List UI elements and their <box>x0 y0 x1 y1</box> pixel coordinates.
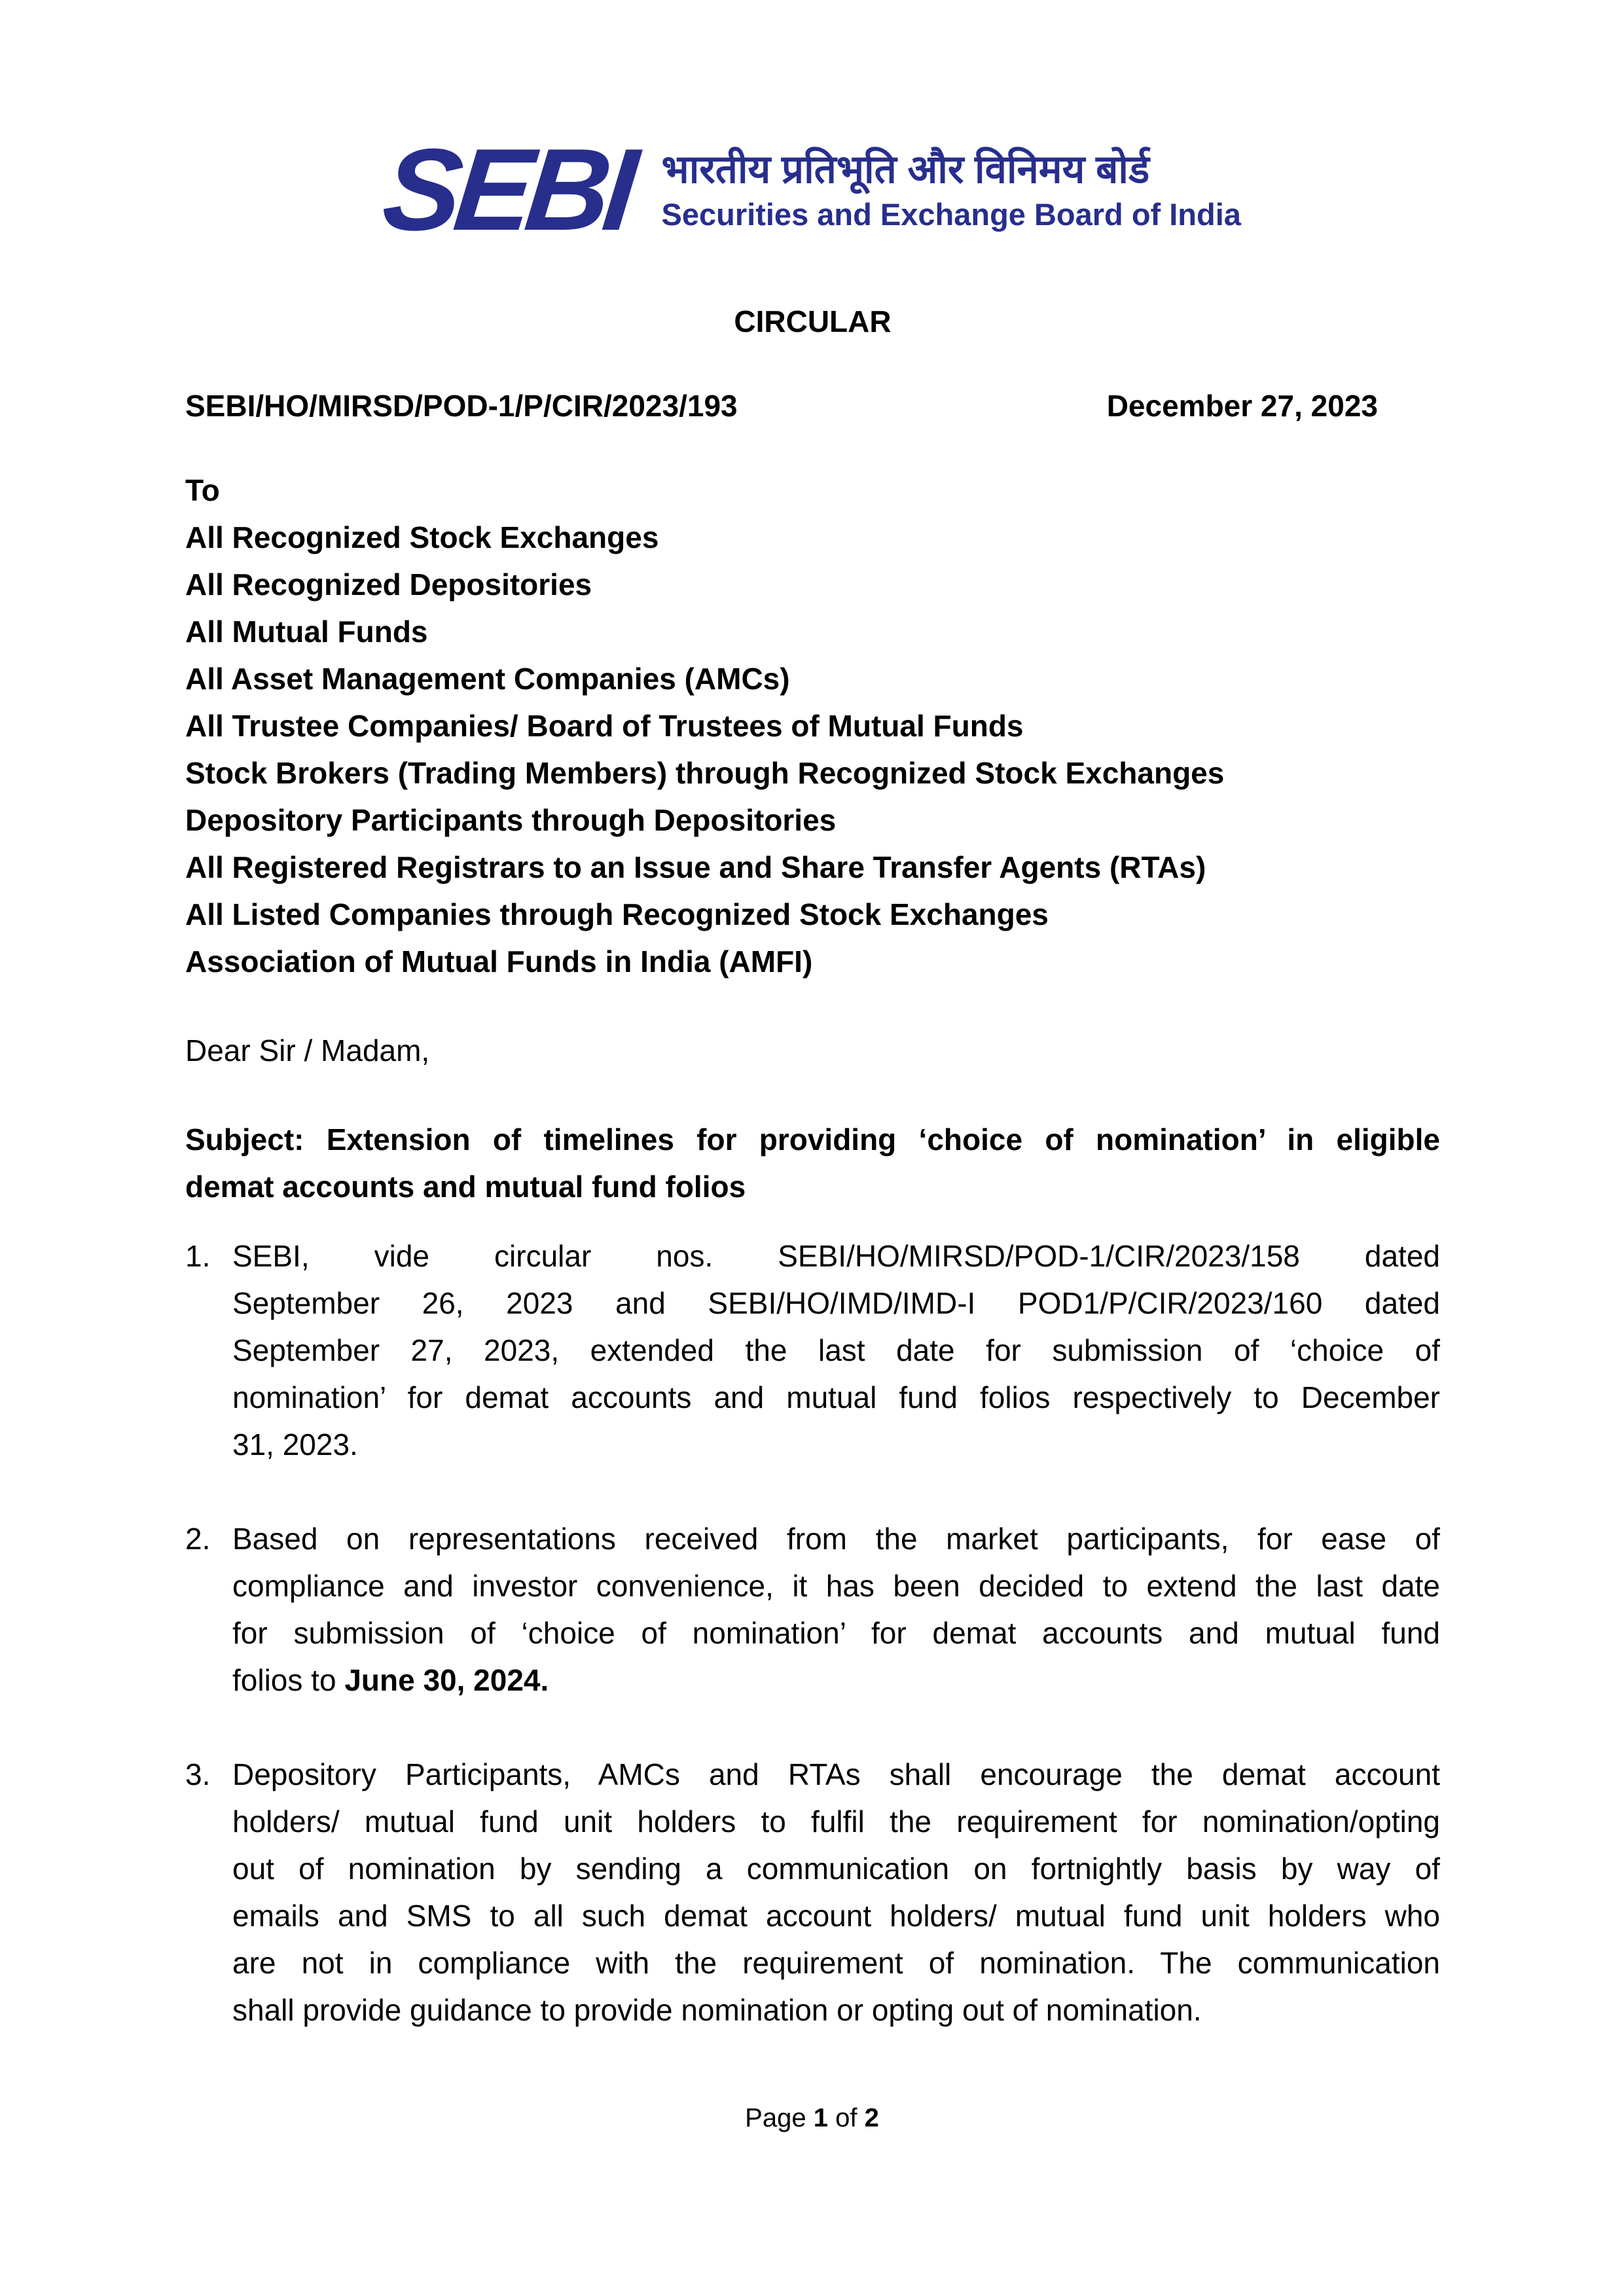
paragraph-number: 2. <box>185 1522 211 1556</box>
footer-page-number: 1 <box>813 2104 828 2132</box>
recipient-lines <box>185 514 1440 985</box>
subject-text-line: Subject: Extension of timelines for providing ‘choice of nomination’ in eligible <box>185 1122 1440 1157</box>
paragraph-text-line: emails and SMS to all such demat account holders/ mutual fund unit holders who <box>232 1899 1440 1933</box>
paragraph-text-line: compliance and investor convenience, it has been decided to extend the last date <box>232 1569 1440 1603</box>
paragraph-text-line: holders/ mutual fund unit holders to fulfil the requirement for nomination/opting <box>232 1804 1440 1839</box>
recipient-line: Stock Brokers (Trading Members) through Recognized Stock Exchanges <box>185 756 1225 790</box>
paragraph-text <box>232 1751 1440 2034</box>
footer-page-label: Page <box>745 2104 806 2132</box>
subject-text-line: demat accounts and mutual fund folios <box>185 1170 746 1204</box>
recipient-list <box>185 467 1440 985</box>
paragraph-text-line: out of nomination by sending a communication on fortnightly basis by way of <box>232 1852 1440 1886</box>
paragraph-text <box>232 1515 1440 1704</box>
paragraph-number: 1. <box>185 1239 211 1273</box>
circular-reference-number: SEBI/HO/MIRSD/POD-1/P/CIR/2023/193 <box>185 389 738 423</box>
logo-english-text: Securities and Exchange Board of India <box>661 197 1241 232</box>
recipient-line: All Asset Management Companies (AMCs) <box>185 662 790 696</box>
recipient-line: All Mutual Funds <box>185 615 428 649</box>
paragraph-text-line: 31, 2023. <box>232 1427 358 1462</box>
logo-hindi-text: भारतीय प्रतिभूति और विनिमय बोर्ड <box>661 147 1150 192</box>
numbered-paragraph <box>185 1515 1440 1704</box>
sebi-logo-text <box>662 147 1241 232</box>
paragraph-text-line: September 27, 2023, extended the last date for submission of ‘choice of <box>232 1333 1440 1367</box>
paragraph-text-line: folios to June 30, 2024. <box>232 1663 549 1697</box>
greeting: Dear Sir / Madam, <box>185 1033 430 1067</box>
reference-row <box>185 382 1440 429</box>
sebi-logo <box>185 124 1440 255</box>
recipient-line: All Registered Registrars to an Issue and Share Transfer Agents (RTAs) <box>185 850 1206 884</box>
circular-date: December 27, 2023 <box>1106 389 1378 423</box>
document-type-heading: CIRCULAR <box>734 304 892 338</box>
numbered-paragraph <box>185 1751 1440 2034</box>
paragraph-text-line: nomination’ for demat accounts and mutual fund folios respectively to December <box>232 1380 1440 1414</box>
recipient-line: All Trustee Companies/ Board of Trustees of Mutual Funds <box>185 709 1024 743</box>
page-footer <box>0 2102 1624 2134</box>
recipients-heading: To <box>185 473 220 507</box>
paragraph-text-line: for submission of ‘choice of nomination’ for demat accounts and mutual fund <box>232 1616 1440 1650</box>
paragraph-text-line: Depository Participants, AMCs and RTAs shall encourage the demat account <box>232 1757 1440 1791</box>
paragraph-text <box>232 1232 1440 1468</box>
paragraph-text-line: shall provide guidance to provide nomination or opting out of nomination. <box>232 1993 1202 2027</box>
paragraph-text-line: Based on representations received from the market participants, for ease of <box>232 1522 1440 1556</box>
footer-total-pages: 2 <box>864 2104 879 2132</box>
footer-of-label: of <box>835 2104 857 2132</box>
body-paragraphs <box>185 1232 1440 2034</box>
numbered-paragraph <box>185 1232 1440 1468</box>
subject-line <box>185 1116 1440 1210</box>
recipient-line: Depository Participants through Depositories <box>185 803 837 837</box>
paragraph-text-line: SEBI, vide circular nos. SEBI/HO/MIRSD/POD-1/CIR/2023/158 dated <box>232 1239 1440 1273</box>
sebi-logo-mark: SEBI <box>377 124 638 255</box>
recipient-line: All Recognized Stock Exchanges <box>185 520 659 554</box>
recipient-line: Association of Mutual Funds in India (AMFI) <box>185 944 813 978</box>
paragraph-text-line: are not in compliance with the requirement of nomination. The communication <box>232 1946 1440 1980</box>
recipient-line: All Recognized Depositories <box>185 567 592 601</box>
recipient-line: All Listed Companies through Recognized Stock Exchanges <box>185 897 1049 931</box>
paragraph-number: 3. <box>185 1757 211 1791</box>
paragraph-text-line: September 26, 2023 and SEBI/HO/IMD/IMD-I POD1/P/CIR/2023/160 dated <box>232 1286 1440 1320</box>
